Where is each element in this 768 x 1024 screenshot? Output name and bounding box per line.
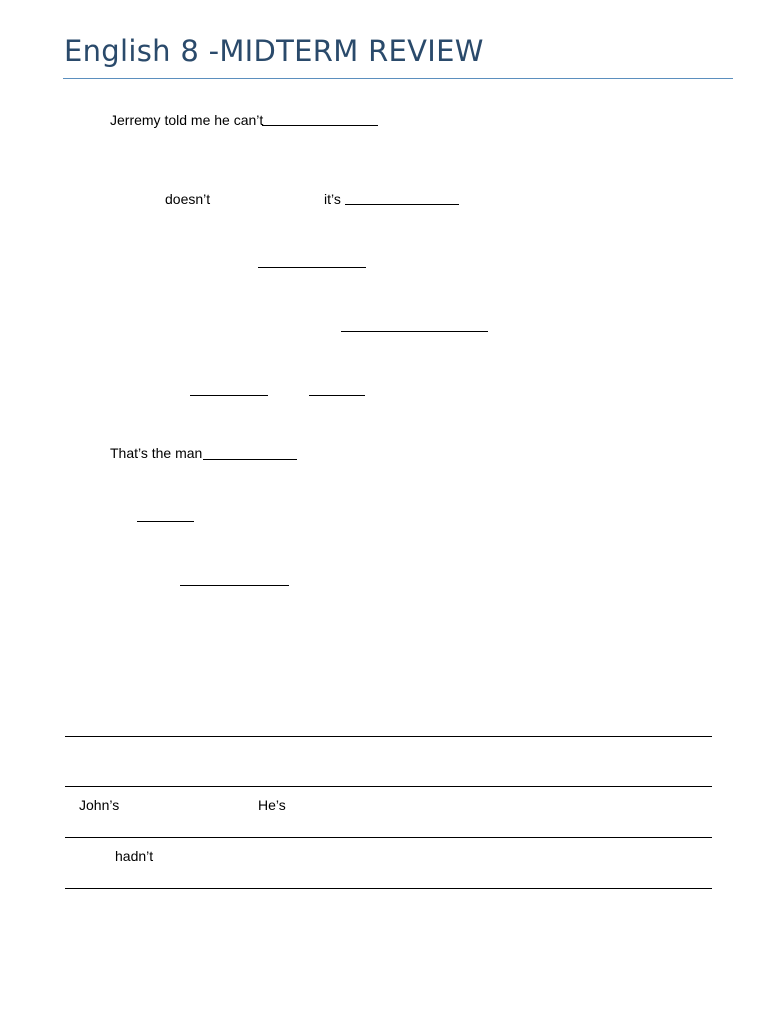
title-underline: [63, 78, 733, 79]
table-rule-4: [65, 888, 712, 889]
table-cell-johns: John’s: [79, 797, 120, 813]
answer-blank-3: [258, 267, 366, 268]
table-rule-1: [65, 736, 712, 737]
question-2-word-doesnt: doesn’t: [165, 191, 211, 207]
answer-blank-5b: [309, 395, 365, 396]
table-rule-2: [65, 786, 712, 787]
question-2-word-its: it’s: [324, 191, 341, 207]
table-rule-3: [65, 837, 712, 838]
answer-blank-6: [203, 459, 297, 460]
table-cell-hes: He’s: [258, 797, 286, 813]
answer-blank-2: [345, 204, 459, 205]
question-6-text: That’s the man: [110, 445, 203, 461]
page-title: English 8 -MIDTERM REVIEW: [64, 34, 484, 68]
table-cell-hadnt: hadn’t: [115, 848, 154, 864]
question-1-text: Jerremy told me he can’t: [110, 112, 264, 128]
answer-blank-7: [137, 521, 194, 522]
answer-blank-5a: [190, 395, 268, 396]
answer-blank-1: [262, 125, 378, 126]
answer-blank-8: [180, 585, 289, 586]
answer-blank-4: [341, 331, 488, 332]
